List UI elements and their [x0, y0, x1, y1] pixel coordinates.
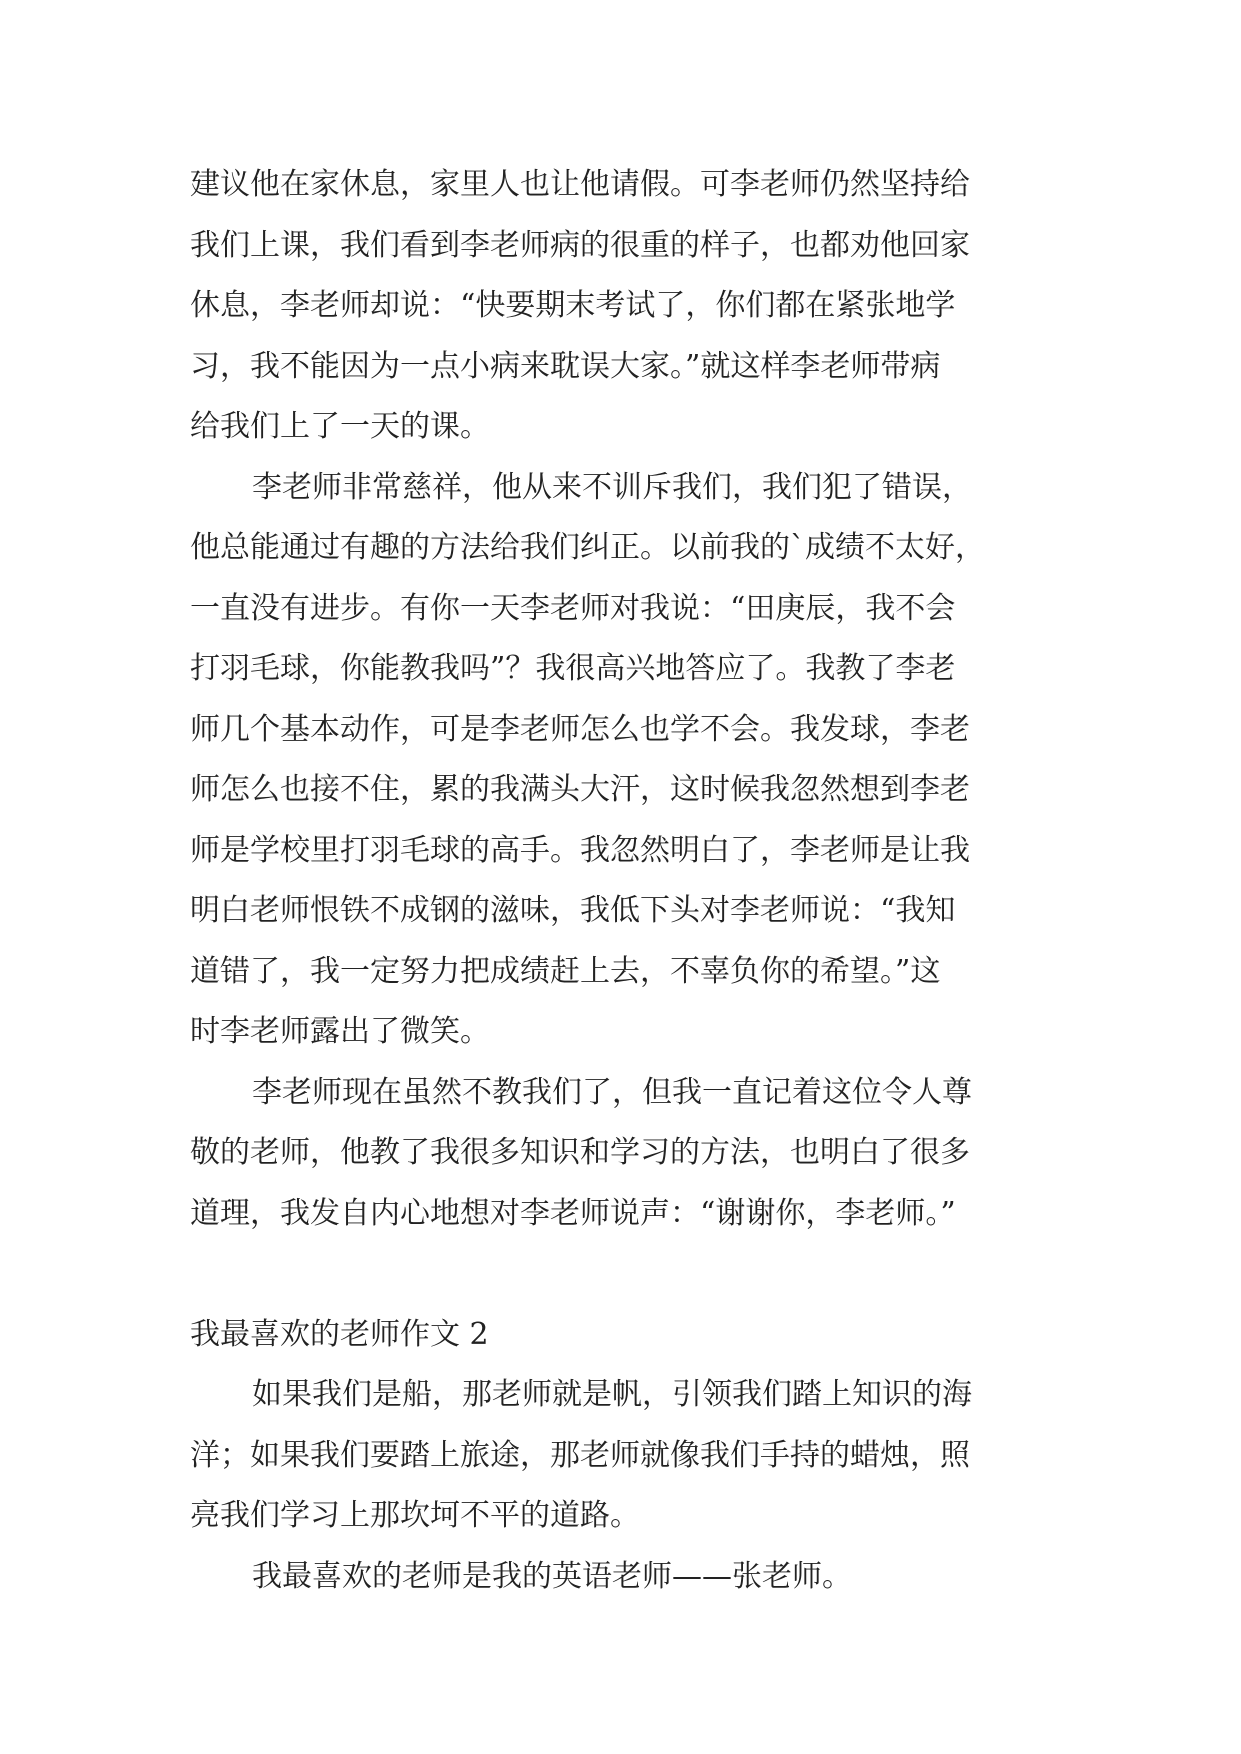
- text-line: 亮我们学习上那坎坷不平的道路。: [190, 1498, 640, 1533]
- text-line: 明白老师恨铁不成钢的滋味，我低下头对李老师说：“我知: [190, 893, 956, 928]
- text-line: 李老师现在虽然不教我们了，但我一直记着这位令人尊: [252, 1074, 972, 1110]
- text-line: 洋；如果我们要踏上旅途，那老师就像我们手持的蜡烛，照: [190, 1437, 970, 1473]
- paragraph: [190, 155, 1070, 458]
- text-line: 时李老师露出了微笑。: [190, 1014, 490, 1049]
- text-line: 我们上课，我们看到李老师病的很重的样子，也都劝他回家: [190, 227, 970, 263]
- text-line: 习，我不能因为一点小病来耽误大家。”就这样李老师带病: [190, 348, 941, 384]
- paragraph: [190, 1063, 1070, 1245]
- text-line: 打羽毛球，你能教我吗”？我很高兴地答应了。我教了李老: [190, 651, 956, 686]
- text-line: 给我们上了一天的课。: [190, 409, 490, 444]
- paragraph: [190, 458, 1070, 1063]
- text-line: 李老师非常慈祥，他从来不训斥我们，我们犯了错误，: [252, 469, 972, 505]
- text-line: 他总能通过有趣的方法给我们纠正。以前我的`成绩不太好，: [190, 530, 985, 565]
- essay-body: [190, 155, 1070, 1607]
- text-line: 敬的老师，他教了我很多知识和学习的方法，也明白了很多: [190, 1135, 970, 1170]
- blank-line: [190, 1244, 1070, 1305]
- text-line: 道错了，我一定努力把成绩赶上去，不辜负你的希望。”这: [190, 953, 941, 989]
- text-line: 师怎么也接不住，累的我满头大汗，这时候我忽然想到李老: [190, 772, 970, 807]
- text-line: 我最喜欢的老师是我的英语老师——张老师。: [252, 1558, 852, 1594]
- essay-title: 我最喜欢的老师作文 2: [190, 1316, 489, 1352]
- text-line: 师几个基本动作，可是李老师怎么也学不会。我发球，李老: [190, 711, 970, 747]
- text-line: 休息，李老师却说：“快要期末考试了，你们都在紧张地学: [190, 288, 956, 323]
- text-line: 建议他在家休息，家里人也让他请假。可李老师仍然坚持给: [190, 167, 970, 202]
- paragraph: [190, 1547, 1070, 1608]
- text-line: 一直没有进步。有你一天李老师对我说：“田庚辰，我不会: [190, 590, 956, 626]
- text-line: 如果我们是船，那老师就是帆，引领我们踏上知识的海: [252, 1377, 972, 1412]
- paragraph: [190, 1365, 1070, 1547]
- text-line: 师是学校里打羽毛球的高手。我忽然明白了，李老师是让我: [190, 832, 970, 868]
- text-line: 道理，我发自内心地想对李老师说声：“谢谢你，李老师。”: [190, 1195, 956, 1231]
